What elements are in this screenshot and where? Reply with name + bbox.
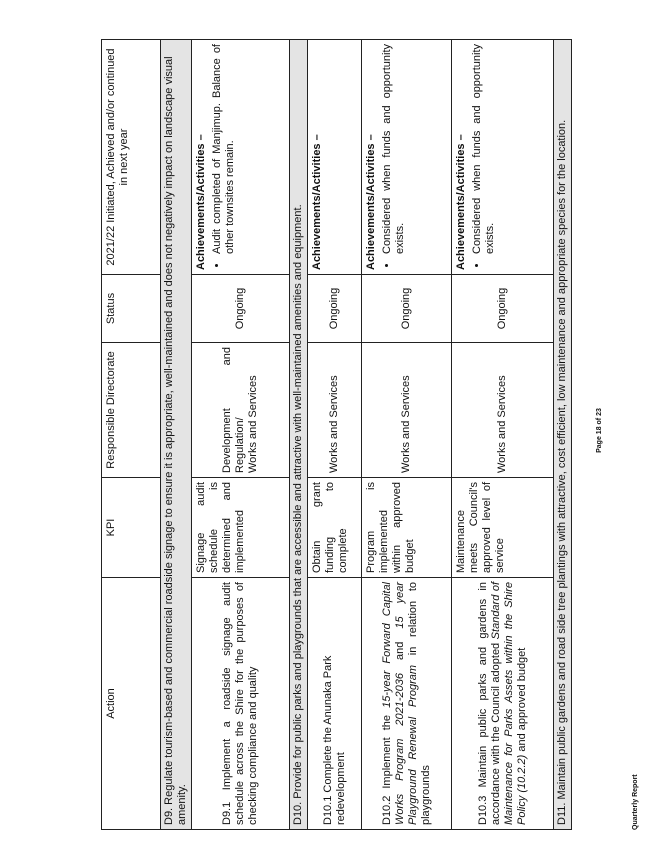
- header-progress: 2021/22 Initiated, Achieved and/or continued in next year: [102, 40, 161, 275]
- progress-d10-2: [362, 40, 452, 275]
- progress-d9-1: [192, 40, 290, 275]
- section-d10: D10. Provide for public parks and playgrounds that are accessible and attractive with well-maintained amenities and equipment.: [290, 40, 308, 830]
- table-row: [362, 40, 452, 830]
- header-status: Status: [102, 275, 161, 343]
- action-text: and: [393, 628, 406, 674]
- action-d10-2: [362, 578, 452, 830]
- achievements-list: [381, 44, 407, 270]
- page-number: Page 18 of 23: [596, 408, 603, 453]
- section-d9: D9. Regulate tourism-based and commercial roadside signage to ensure it is appropriate, well-maintained and does not negatively impact on landscape visual amenity.: [161, 40, 192, 830]
- table-row: [192, 40, 290, 830]
- program-name-playground-renewal: 15 year Playground Renewal Program: [393, 582, 419, 825]
- policy-name: Standard of Maintenance for Parks Assets within the Shire Policy (10.2.2): [489, 581, 528, 825]
- achievements-title: Achievements/Activities –: [365, 134, 377, 270]
- section-row-d11: [554, 40, 572, 830]
- achievements-list: [471, 44, 497, 270]
- action-plan-table: [101, 39, 572, 830]
- progress-d10-3: [452, 40, 554, 275]
- section-row-d9: [161, 40, 192, 830]
- directorate-line-1: Development and Regulation/: [221, 347, 246, 473]
- directorate-line-2: Works and Services: [247, 375, 259, 473]
- achievements-title: Achievements/Activities –: [455, 134, 467, 270]
- achievement-item: • Considered when funds and opportunity exists.: [381, 44, 407, 254]
- action-text: D10.3 Maintain public parks and gardens in accordance with the Council adopted: [476, 582, 502, 825]
- action-d10-3: [452, 578, 554, 830]
- status-d10-1: Ongoing: [308, 275, 362, 343]
- status-d10-3: Ongoing: [452, 275, 554, 343]
- directorate-d10-2: Works and Services: [362, 343, 452, 478]
- achievements-title: Achievements/Activities –: [311, 134, 323, 270]
- status-d10-2: Ongoing: [362, 275, 452, 343]
- progress-d10-1: [308, 40, 362, 275]
- table-row: [452, 40, 554, 830]
- program-name-forward-capital-works: 15-year Forward Capital Works Program 2021-2036: [380, 581, 406, 825]
- achievements-list: [211, 44, 237, 270]
- kpi-d10-3: Maintenance meets Council's approved level of service: [452, 478, 554, 578]
- kpi-d9-1: Signage audit schedule is determined and implemented: [192, 478, 290, 578]
- header-kpi: KPI: [102, 478, 161, 578]
- directorate-d10-1: Works and Services: [308, 343, 362, 478]
- directorate-d10-3: Works and Services: [452, 343, 554, 478]
- status-d9-1: Ongoing: [192, 275, 290, 343]
- section-d11: D11. Maintain public gardens and road side tree plantings with attractive, cost efficient, low maintenance and appropriate species for the location.: [554, 40, 572, 830]
- action-text: D10.2 Implement the: [380, 707, 393, 825]
- kpi-d10-1: Obtain grant funding to complete: [308, 478, 362, 578]
- header-directorate: Responsible Directorate: [102, 343, 161, 478]
- header-action: Action: [102, 578, 161, 830]
- action-d9-1: D9.1 Implement a roadside signage audit schedule across the Shire for the purposes of checking compliance and quality: [192, 578, 290, 830]
- achievement-item: • Considered when funds and opportunity exists.: [471, 44, 497, 254]
- kpi-d10-2: Program is implemented within approved budget: [362, 478, 452, 578]
- report-label: Quarterly Report: [632, 774, 639, 830]
- section-row-d10: [290, 40, 308, 830]
- directorate-d9-1: [192, 343, 290, 478]
- action-text: and approved budget: [515, 647, 528, 755]
- table-header-row: [102, 40, 161, 830]
- action-text: in relation to playgrounds: [406, 581, 432, 825]
- table-row: [308, 40, 362, 830]
- action-d10-1: D10.1 Complete the Anunaka Park redevelopment: [308, 578, 362, 830]
- achievements-title: Achievements/Activities –: [195, 134, 207, 270]
- achievement-item: • Audit completed of Manjimup. Balance of other townsites remain.: [211, 44, 237, 254]
